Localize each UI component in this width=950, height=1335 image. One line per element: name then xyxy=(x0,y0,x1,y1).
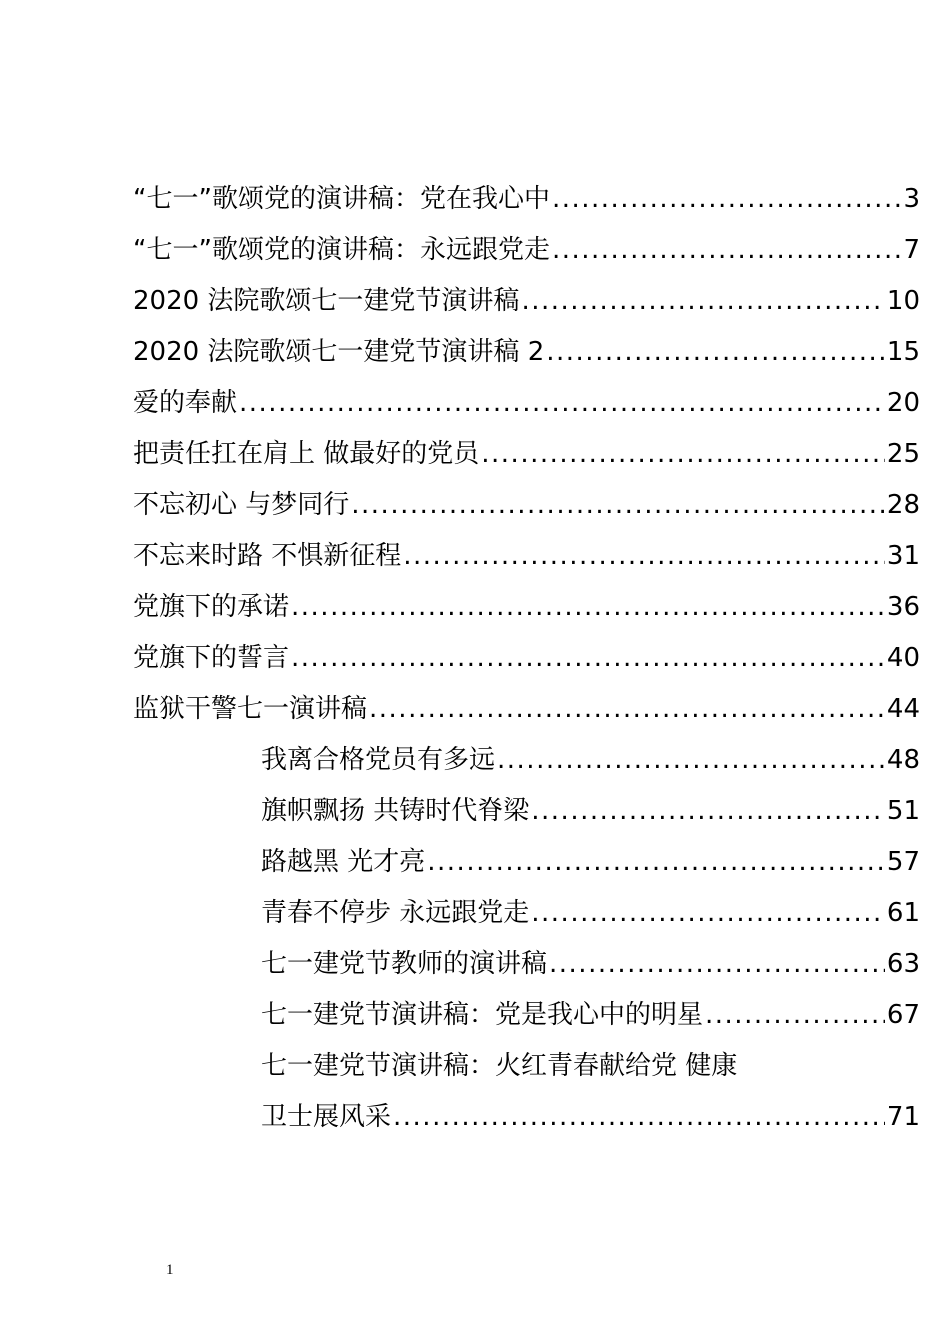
page-number: 1 xyxy=(166,1262,174,1278)
toc-entry-title: 2020 法院歌颂七一建党节演讲稿 2 xyxy=(133,337,545,367)
dot-leader xyxy=(497,735,885,786)
dot-leader xyxy=(546,327,885,378)
toc-entry-title: 党旗下的承诺 xyxy=(133,592,290,622)
toc-entry-page: 44 xyxy=(886,694,920,724)
dot-leader xyxy=(403,531,885,582)
toc-entry[interactable] xyxy=(133,225,920,276)
toc-entry-title: “七一”歌颂党的演讲稿：永远跟党走 xyxy=(133,235,550,265)
dot-leader xyxy=(393,1092,885,1143)
toc-entry[interactable] xyxy=(133,531,920,582)
toc-entry-title: 不忘来时路 不惧新征程 xyxy=(133,541,402,571)
dot-leader xyxy=(369,684,885,735)
toc-entry[interactable] xyxy=(133,888,920,939)
toc-entry[interactable] xyxy=(133,480,920,531)
toc-entry-title: 爱的奉献 xyxy=(133,388,238,418)
toc-entry-title: 七一建党节演讲稿：火红青春献给党 健康 xyxy=(261,1051,738,1081)
toc-entry[interactable] xyxy=(133,582,920,633)
toc-entry-page: 31 xyxy=(886,541,920,571)
dot-leader xyxy=(239,378,885,429)
toc-entry[interactable] xyxy=(133,1092,920,1143)
toc-entry-page: 71 xyxy=(886,1102,920,1132)
dot-leader xyxy=(705,990,885,1041)
toc-entry-title: 路越黑 光才亮 xyxy=(261,847,426,877)
toc-entry-page: 20 xyxy=(886,388,920,418)
toc-entry-title: 不忘初心 与梦同行 xyxy=(133,490,350,520)
toc-entry-page: 40 xyxy=(886,643,920,673)
toc-entry-page: 63 xyxy=(886,949,920,979)
toc-entry[interactable] xyxy=(133,837,920,888)
toc-entry-title: “七一”歌颂党的演讲稿：党在我心中 xyxy=(133,184,550,214)
toc-entry[interactable] xyxy=(133,990,920,1041)
toc-entry[interactable] xyxy=(133,939,920,990)
dot-leader xyxy=(291,633,885,684)
dot-leader xyxy=(521,276,884,327)
toc-entry-page: 10 xyxy=(886,286,920,316)
toc-entry-page: 7 xyxy=(903,235,920,265)
toc-entry[interactable] xyxy=(133,633,920,684)
toc-entry-page: 25 xyxy=(886,439,920,469)
toc-entry[interactable] xyxy=(133,429,920,480)
toc-entry[interactable] xyxy=(133,786,920,837)
toc-entry-page: 48 xyxy=(886,745,920,775)
toc-entry-title: 2020 法院歌颂七一建党节演讲稿 xyxy=(133,286,520,316)
dot-leader xyxy=(549,939,885,990)
dot-leader xyxy=(481,429,885,480)
toc-entry-page: 57 xyxy=(886,847,920,877)
toc-entry-title: 监狱干警七一演讲稿 xyxy=(133,694,368,724)
toc-entry-title: 青春不停步 永远跟党走 xyxy=(261,898,530,928)
toc-entry[interactable] xyxy=(133,327,920,378)
toc-entry-title: 旗帜飘扬 共铸时代脊梁 xyxy=(261,796,530,826)
toc-entry-title: 七一建党节演讲稿：党是我心中的明星 xyxy=(261,1000,704,1030)
toc-entry-page: 15 xyxy=(886,337,920,367)
toc-entry-title: 卫士展风采 xyxy=(261,1102,392,1132)
toc-entry-title: 把责任扛在肩上 做最好的党员 xyxy=(133,439,480,469)
toc-entry-title: 我离合格党员有多远 xyxy=(261,745,496,775)
table-of-contents xyxy=(133,174,920,1143)
dot-leader xyxy=(531,888,885,939)
toc-entry-page: 36 xyxy=(886,592,920,622)
toc-entry[interactable] xyxy=(133,174,920,225)
toc-entry-title: 七一建党节教师的演讲稿 xyxy=(261,949,548,979)
dot-leader xyxy=(291,582,885,633)
dot-leader xyxy=(531,786,885,837)
toc-entry-page: 67 xyxy=(886,1000,920,1030)
toc-entry[interactable] xyxy=(133,276,920,327)
toc-entry-page: 3 xyxy=(903,184,920,214)
toc-entry[interactable] xyxy=(133,684,920,735)
toc-entry[interactable] xyxy=(133,1041,920,1092)
dot-leader xyxy=(552,225,902,276)
dot-leader xyxy=(351,480,885,531)
toc-entry-page: 28 xyxy=(886,490,920,520)
toc-entry[interactable] xyxy=(133,378,920,429)
toc-entry-page: 51 xyxy=(886,796,920,826)
dot-leader xyxy=(427,837,885,888)
dot-leader xyxy=(552,174,902,225)
toc-entry[interactable] xyxy=(133,735,920,786)
toc-entry-title: 党旗下的誓言 xyxy=(133,643,290,673)
toc-entry-page: 61 xyxy=(886,898,920,928)
